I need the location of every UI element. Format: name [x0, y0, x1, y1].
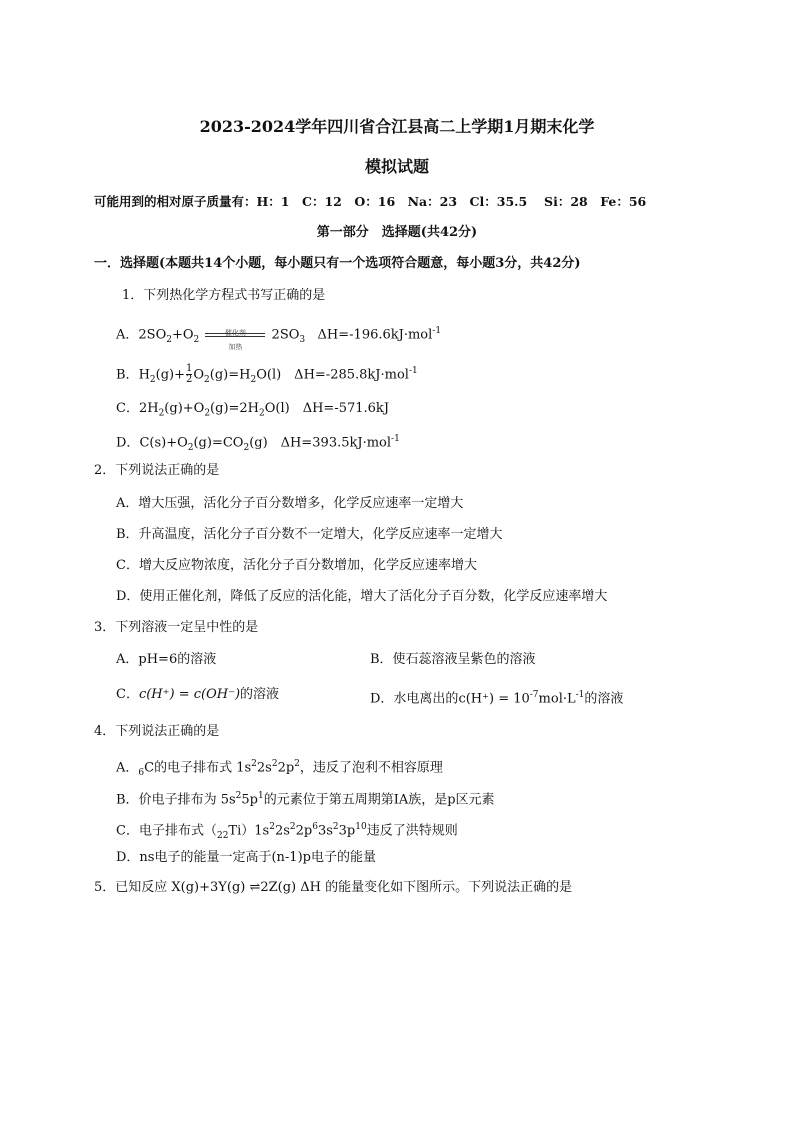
q1-option-c: C．$2H_2(g)+O_2(g)=2H_2O(l)$ ΔH=-571.6kJ: [116, 401, 390, 419]
part-heading: 第一部分 选择题(共42分): [316, 225, 478, 240]
atomic-masses: 可能用到的相对原子质量有：H：1 C：12 O：16 Na：23 Cl：35.5 Si：28 Fe：56: [94, 194, 647, 209]
q3-stem: 3．下列溶液一定呈中性的是: [94, 620, 259, 635]
q4-option-a: A．$_6$C的电子排布式 $1s^22s^22p^2$，违反了泡利不相容原理: [116, 759, 443, 778]
q4-option-d: D．ns电子的能量一定高于(n-1)p电子的能量: [116, 850, 376, 865]
reversible-arrow-icon: 催化剂 加热: [205, 328, 265, 342]
q2-stem: 2．下列说法正确的是: [94, 463, 220, 478]
exam-title: 2023-2024学年四川省合江县高二上学期1月期末化学: [199, 117, 595, 136]
q2-option-a: A．增大压强，活化分子百分数增多，化学反应速率一定增大: [116, 496, 464, 511]
q4-option-b: B．价电子排布为 $5s^25p^1$的元素位于第五周期第ⅠA族，是p区元素: [116, 791, 495, 808]
q4-option-c: C．电子排布式$(_{22}Ti)1s^22s^22p^63s^23p^{10}$违反了洪特规则: [116, 822, 458, 841]
exam-subtitle: 模拟试题: [364, 157, 429, 176]
section-heading: 一．选择题(本题共14个小题，每小题只有一个选项符合题意，每小题3分，共42分): [94, 256, 581, 271]
q2-option-b: B．升高温度，活化分子百分数不一定增大，化学反应速率一定增大: [116, 527, 503, 542]
q1-option-d: D．$C(s)+O_2(g)=CO_2(g)$ ΔH=393.5kJ·mol$^{-1}$: [116, 434, 400, 453]
q5-stem: 5．已知反应 X(g)+3Y(g) ⇌2Z(g) ΔH 的能量变化如下图所示。下列说法正确的是: [94, 880, 573, 895]
q4-stem: 4．下列说法正确的是: [94, 724, 220, 739]
q1-stem: 1．下列热化学方程式书写正确的是: [122, 288, 326, 303]
q3-option-c: C．c(H⁺) = c(OH⁻)的溶液: [116, 687, 280, 702]
q1-option-a: A．$2SO_2+O_2$ 催化剂 加热 $2SO_3$ ΔH=-196.6kJ·mol$^{-1}$: [116, 326, 442, 351]
q2-option-d: D．使用正催化剂，降低了反应的活化能，增大了活化分子百分数，化学反应速率增大: [116, 589, 608, 604]
q3-option-a: A．pH=6的溶液: [116, 652, 217, 667]
q3-option-d: D．水电离出的$c(H^+) = 10^{-7}mol\cdot L^{-1}$的溶液: [370, 690, 624, 707]
q3-option-b: B．使石蕊溶液呈紫色的溶液: [370, 652, 536, 667]
q1-option-b: B．$H_2(g)+$ $\frac{1}{2}$ $O_2(g)=H_2O(l)$ ΔH=-285.8kJ·mol$^{-1}$: [116, 363, 418, 386]
fraction: $\frac{1}{2}$: [186, 363, 193, 386]
q2-option-c: C．增大反应物浓度，活化分子百分数增加，化学反应速率增大: [116, 558, 477, 573]
